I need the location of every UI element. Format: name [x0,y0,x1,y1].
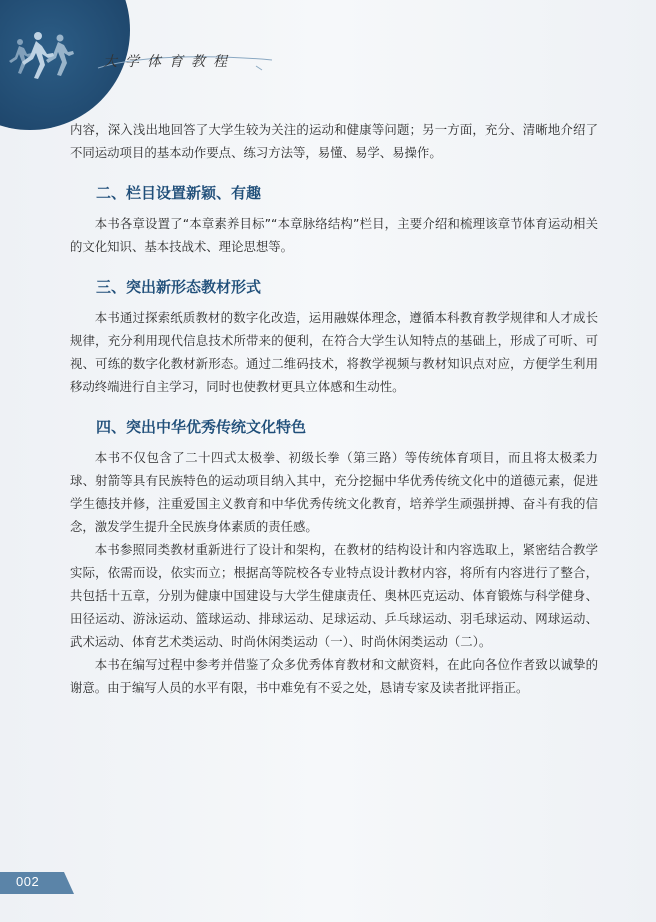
paragraph: 本书各章设置了“本章素养目标”“本章脉络结构”栏目，主要介绍和梳理该章节体育运动相关的文化知识、基本技战术、理论思想等。 [70,216,598,254]
page-number: 002 [16,874,40,889]
section-heading: 四、突出中华优秀传统文化特色 [96,418,307,436]
runners-icon [8,28,88,84]
book-title: 大学体育教程 [103,54,235,70]
paragraph: 本书在编写过程中参考并借鉴了众多优秀体育教材和文献资料，在此向各位作者致以诚挚的谢意。由于编写人员的水平有限，书中难免有不妥之处，恳请专家及读者批评指正。 [70,657,598,695]
paragraph: 本书参照同类教材重新进行了设计和架构，在教材的结构设计和内容选取上，紧密结合教学实际，依需而设，依实而立；根据高等院校各专业特点设计教材内容，将所有内容进行了整合，共包括十五章，分别为健康中国建设与大学生健康责任、奥林匹克运动、体育锻炼与科学健身、田径运动、游泳运动、篮球运动、排球运动、足球运动、乒乓球运动、羽毛球运动、网球运动、武术运动、体育艺术类运动、时尚休闲类运动（一）、时尚休闲类运动（二）。 [70,542,598,649]
paragraph: 本书通过探索纸质教材的数字化改造，运用融媒体理念，遵循本科教育教学规律和人才成长规律，充分利用现代信息技术所带来的便利，在符合大学生认知特点的基础上，形成了可听、可视、可练的数字化教材新形态。通过二维码技术，将教学视频与教材知识点对应，方便学生利用移动终端进行自主学习，同时也使教材更具立体感和生动性。 [70,310,598,394]
paragraph: 本书不仅包含了二十四式太极拳、初级长拳（第三路）等传统体育项目，而且将太极柔力球、射箭等具有民族特色的运动项目纳入其中，充分挖掘中华优秀传统文化中的道德元素，促进学生德技并修，注重爱国主义教育和中华优秀传统文化教育，培养学生顽强拼搏、奋斗有我的信念，激发学生提升全民族身体素质的责任感。 [70,450,598,534]
paragraph: 内容，深入浅出地回答了大学生较为关注的运动和健康等问题；另一方面，充分、清晰地介绍了不同运动项目的基本动作要点、练习方法等，易懂、易学、易操作。 [70,122,598,160]
main-content [70,118,598,699]
section-heading: 二、栏目设置新颖、有趣 [96,184,262,202]
section-heading: 三、突出新形态教材形式 [96,278,262,296]
